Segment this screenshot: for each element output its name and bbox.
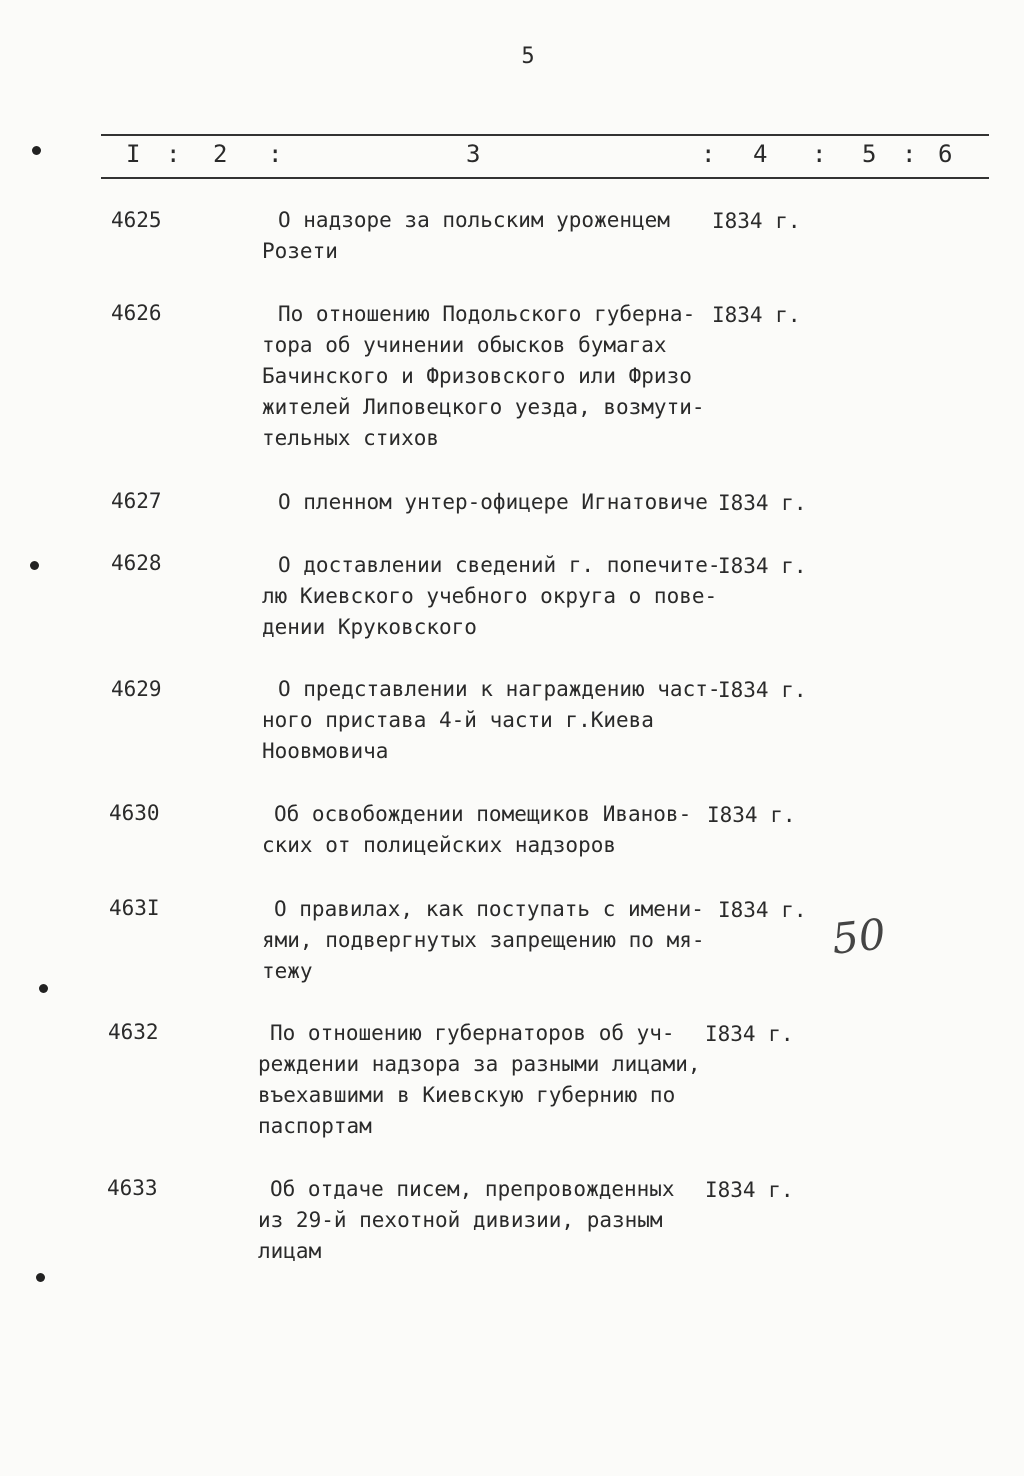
column-header-6: 6 — [938, 140, 953, 168]
entry-line: Бачинского и Фризовского или Фризо — [262, 364, 692, 388]
entry-line: О доставлении сведений г. попечите- — [278, 553, 721, 577]
entry-date: I834 г. — [718, 898, 807, 922]
entry-date: I834 г. — [712, 303, 801, 327]
header-rule-top — [101, 134, 989, 136]
entry-line: О представлении к награждению част- — [278, 677, 721, 701]
entry-description — [262, 487, 712, 518]
entry-date: I834 г. — [718, 554, 807, 578]
entry-date: I834 г. — [705, 1178, 794, 1202]
column-header-1: I — [126, 140, 141, 168]
entry-number: 4630 — [109, 801, 160, 825]
entry-date: I834 г. — [705, 1022, 794, 1046]
entry-number: 4626 — [111, 301, 162, 325]
entry-line: Об отдаче писем, препровожденных — [270, 1177, 675, 1201]
entry-line: Ноовмовича — [262, 739, 389, 763]
entry-date: I834 г. — [718, 678, 807, 702]
entry-number: 4632 — [108, 1020, 159, 1044]
entry-line: въехавшими в Киевскую губернию по — [258, 1083, 676, 1107]
entry-description — [262, 550, 721, 643]
entry-line: Об освобождении помещиков Иванов- — [274, 802, 692, 826]
entry-date: I834 г. — [712, 209, 801, 233]
entry-line: реждении надзора за разными лицами, — [258, 1052, 701, 1076]
column-separator: : — [268, 140, 283, 168]
entry-line: Розети — [262, 239, 338, 263]
entry-line: ями, подвергнутых запрещению по мя- — [262, 928, 705, 952]
entry-number: 4628 — [111, 551, 162, 575]
entry-line: лицам — [258, 1239, 322, 1263]
entry-line: ских от полицейских надзоров — [262, 833, 617, 857]
entry-number: 4625 — [111, 208, 162, 232]
entry-number: 4629 — [111, 677, 162, 701]
entry-line: О правилах, как поступать с имени- — [274, 897, 704, 921]
entry-line: тельных стихов — [262, 426, 440, 450]
entry-date: I834 г. — [707, 803, 796, 827]
entry-line: дении Круковского — [262, 615, 477, 639]
column-header-4: 4 — [753, 140, 768, 168]
entry-line: паспортам — [258, 1114, 372, 1138]
entry-line: По отношению Подольского губерна- — [278, 302, 696, 326]
entry-description — [262, 894, 712, 987]
column-separator: : — [166, 140, 181, 168]
entry-line: тежу — [262, 959, 313, 983]
entry-line: О надзоре за польским уроженцем — [278, 208, 670, 232]
entry-line: О пленном унтер-офицере Игнатовиче — [278, 490, 708, 514]
entry-number: 4633 — [107, 1176, 158, 1200]
entry-description — [258, 1174, 708, 1267]
header-rule-bottom — [101, 177, 989, 179]
entry-description — [262, 674, 721, 767]
entry-number: 463I — [109, 896, 160, 920]
entry-description — [262, 205, 712, 267]
page-number: 5 — [521, 44, 535, 69]
entry-line: ного пристава 4-й части г.Киева — [262, 708, 654, 732]
entry-line: По отношению губернаторов об уч- — [270, 1021, 675, 1045]
entry-line: лю Киевского учебного округа о пове- — [262, 584, 718, 608]
entry-number: 4627 — [111, 489, 162, 513]
entry-description — [262, 299, 712, 454]
column-header-5: 5 — [862, 140, 877, 168]
column-header-3: 3 — [466, 140, 481, 168]
entry-line: тора об учинении обысков бумагах — [262, 333, 667, 357]
entry-line: жителей Липовецкого уезда, возмути- — [262, 395, 705, 419]
punch-hole — [39, 984, 48, 993]
column-separator: : — [902, 140, 917, 168]
punch-hole — [32, 146, 41, 155]
entry-date: I834 г. — [718, 491, 807, 515]
column-separator: : — [701, 140, 716, 168]
handwritten-note: 50 — [829, 909, 888, 964]
entry-description — [262, 799, 712, 861]
entry-description — [258, 1018, 708, 1142]
punch-hole — [36, 1273, 45, 1282]
punch-hole — [30, 561, 39, 570]
column-header-2: 2 — [213, 140, 228, 168]
entry-line: из 29-й пехотной дивизии, разным — [258, 1208, 663, 1232]
column-separator: : — [812, 140, 827, 168]
